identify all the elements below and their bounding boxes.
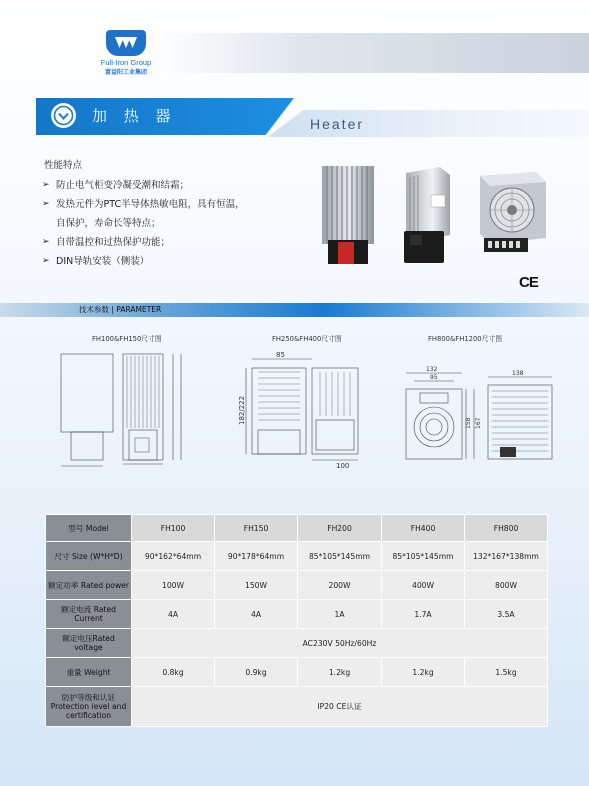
- table-header-row: [46, 515, 548, 542]
- row-label: 尺寸 Size (W*H*D): [46, 542, 132, 571]
- feature-item: ➢ 发热元件为PTC半导体热敏电阻，具有恒温，: [42, 195, 302, 214]
- table-header-cell: FH150: [215, 515, 298, 542]
- dim-height-label: 182/222: [238, 395, 246, 425]
- table-cell: 400W: [382, 571, 465, 600]
- table-cell-span: IP20 CE认证: [132, 687, 548, 727]
- bullet-arrow-icon: ➢: [42, 199, 50, 209]
- feature-item: ➢ 防止电气柜变冷凝受潮和结霜；: [42, 176, 302, 195]
- table-cell: 4A: [132, 600, 215, 629]
- features-title: 性能特点: [44, 160, 83, 171]
- dimension-drawing-fh100: [55, 350, 190, 475]
- dim-inner-height-label: 158: [465, 417, 472, 429]
- table-cell: 1.2kg: [298, 658, 382, 687]
- table-cell: 1.2kg: [382, 658, 465, 687]
- row-label: 额定功率 Rated power: [46, 571, 132, 600]
- table-cell: 85*105*145mm: [298, 542, 382, 571]
- dim-inner-width-label: 95: [430, 374, 438, 381]
- table-row: [46, 629, 548, 658]
- heater-fh800-photo: [476, 168, 548, 260]
- dim-depth-label: 100: [336, 462, 350, 470]
- feature-item: ➢ DIN导轨安装（侧装）: [42, 252, 302, 271]
- table-cell-span: AC230V 50Hz/60Hz: [132, 629, 548, 658]
- features-list: [42, 176, 302, 271]
- drawing-title-fh800: FH800&FH1200尺寸图: [428, 335, 503, 343]
- row-label: 额定电流 Rated Current: [46, 600, 132, 629]
- row-label: 重量 Weight: [46, 658, 132, 687]
- table-row: [46, 542, 548, 571]
- table-cell: 0.9kg: [215, 658, 298, 687]
- table-cell: 132*167*138mm: [465, 542, 548, 571]
- table-header-cell: FH400: [382, 515, 465, 542]
- dim-width-label: 85: [276, 351, 285, 359]
- table-cell: 200W: [298, 571, 382, 600]
- page-title: 加 热 器: [92, 107, 177, 125]
- table-header-cell: FH100: [132, 515, 215, 542]
- table-cell: 100W: [132, 571, 215, 600]
- brand-name-en: Full-Iron Group: [100, 58, 152, 67]
- table-cell: 1A: [298, 600, 382, 629]
- table-cell: 1.7A: [382, 600, 465, 629]
- table-header-cell: 型号 Model: [46, 515, 132, 542]
- heater-fh100-photo: [312, 160, 384, 270]
- table-cell: 150W: [215, 571, 298, 600]
- dim-height-label: 167: [475, 417, 482, 429]
- feature-item-continued: 自保护，寿命长等特点；: [56, 218, 161, 229]
- page-title-en: Heater: [310, 116, 365, 132]
- table-header-cell: FH800: [465, 515, 548, 542]
- table-cell: 85*105*145mm: [382, 542, 465, 571]
- table-cell: 90*162*64mm: [132, 542, 215, 571]
- table-cell: 1.5kg: [465, 658, 548, 687]
- brand-name-cn: 富益阳工业集团: [104, 69, 147, 76]
- parameter-label: 技术参数 | PARAMETER: [79, 305, 162, 314]
- table-cell: 3.5A: [465, 600, 548, 629]
- dimension-drawing-fh800: [400, 365, 560, 465]
- table-cell: 0.8kg: [132, 658, 215, 687]
- table-row: [46, 687, 548, 727]
- table-row: [46, 600, 548, 629]
- table-row: [46, 571, 548, 600]
- bullet-arrow-icon: ➢: [42, 180, 50, 190]
- table-row: [46, 658, 548, 687]
- ce-mark: CE: [519, 274, 538, 291]
- drawing-title-fh250: FH250&FH400尺寸图: [272, 335, 342, 343]
- dim-depth-label: 138: [512, 370, 524, 377]
- table-cell: 90*178*64mm: [215, 542, 298, 571]
- logo-icon: [106, 30, 146, 56]
- feature-item: ➢ 自带温控和过热保护功能；: [42, 233, 302, 252]
- row-label: 防护等级和认证 Protection level and certification: [46, 687, 132, 727]
- dim-width-label: 132: [426, 366, 438, 373]
- table-cell: 800W: [465, 571, 548, 600]
- row-label: 额定电压Rated voltage: [46, 629, 132, 658]
- chevron-down-icon: [51, 103, 76, 128]
- spec-table: [45, 514, 548, 727]
- table-cell: 4A: [215, 600, 298, 629]
- drawing-title-fh100: FH100&FH150尺寸图: [92, 335, 162, 343]
- header-band: [150, 33, 589, 73]
- table-header-cell: FH200: [298, 515, 382, 542]
- heater-fh400-photo: [398, 165, 458, 270]
- bullet-arrow-icon: ➢: [42, 237, 50, 247]
- bullet-arrow-icon: ➢: [42, 256, 50, 266]
- brand-logo: [86, 30, 166, 76]
- dimension-drawing-fh250: [240, 350, 370, 470]
